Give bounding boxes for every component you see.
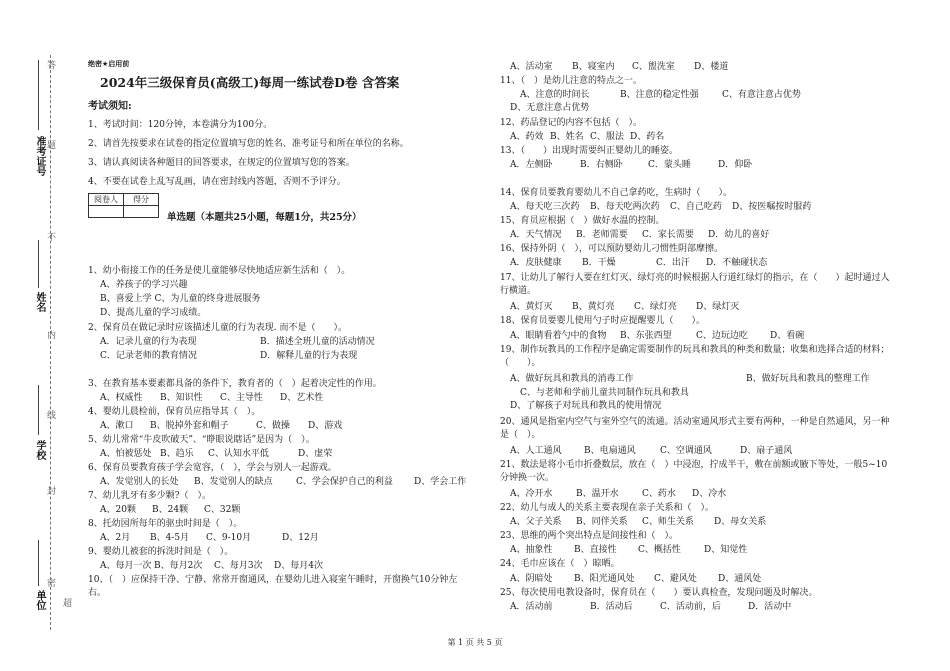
question-24: 24、毛巾应该在（ ）晾晒。 bbox=[500, 559, 620, 569]
question-4-options bbox=[100, 418, 342, 431]
candidate-number-label: 准考证号 bbox=[34, 136, 45, 176]
option[interactable]: B、每天吃两次药 bbox=[590, 202, 660, 212]
option[interactable]: A、每天吃三次药 bbox=[510, 202, 580, 212]
question-4: 4、婴幼儿晨检前，保育员应指导其（ ）。 bbox=[88, 407, 261, 417]
notice-item: 4、不要在试卷上乱写乱画，请在密封线内答题，否则不予评分。 bbox=[88, 177, 346, 187]
option[interactable]: D．仰卧 bbox=[718, 160, 753, 170]
question-13-options bbox=[510, 157, 752, 170]
option[interactable]: A．记录儿童的行为表现 bbox=[100, 337, 197, 347]
option[interactable]: A、人工通风 bbox=[510, 446, 562, 456]
question-2: 2、保育员在做记录时应该描述儿童的行为表现. 而不是（ ）。 bbox=[88, 323, 347, 333]
option[interactable]: D、药名 bbox=[630, 132, 665, 142]
option[interactable]: A、漱口 bbox=[100, 421, 134, 431]
option[interactable]: B、阳光通风处 bbox=[574, 574, 635, 584]
option[interactable]: B、喜爱上学 C、为儿童的终身进展服务 bbox=[100, 294, 261, 304]
option[interactable]: C．记录老师的教育情况 bbox=[100, 351, 197, 361]
option[interactable]: C、有意注意占优势 bbox=[722, 90, 801, 100]
seal-mark: 密 bbox=[45, 578, 55, 587]
option[interactable]: D、绿灯灭 bbox=[696, 302, 740, 312]
option[interactable]: C．出汗 bbox=[656, 258, 690, 268]
question-14: 14、保育员要教育婴幼儿不自己拿药吃，生病时（ ）。 bbox=[500, 188, 732, 198]
question-5: 5、幼儿常常“牛皮吹破天”、“睁眼说瞎话”是因为（ ）。 bbox=[88, 435, 315, 445]
question-5-options bbox=[100, 446, 332, 459]
option[interactable]: A、药效 bbox=[510, 132, 544, 142]
question-25: 25、每次使用电教设备时，保育员在（ ）要认真检查，发现问题及时解决。 bbox=[500, 588, 818, 598]
option[interactable]: A、注意的时间长 bbox=[520, 90, 590, 100]
option[interactable]: B、电扇通风 bbox=[584, 446, 636, 456]
option[interactable]: C、与老师和学前儿童共同制作玩具和教具 bbox=[520, 388, 689, 398]
fill-line bbox=[38, 240, 39, 288]
option[interactable]: D、虚荣 bbox=[298, 449, 333, 459]
option[interactable]: A、抽象性 bbox=[510, 545, 553, 555]
option[interactable]: A、20颗 bbox=[100, 505, 136, 515]
option[interactable]: B、发觉别人的缺点 bbox=[194, 477, 273, 487]
option[interactable]: D、通风处 bbox=[718, 574, 762, 584]
option[interactable]: A、父子关系 bbox=[510, 517, 562, 527]
option[interactable]: A、黄灯灭 bbox=[510, 302, 553, 312]
option[interactable]: C、做操 bbox=[256, 421, 290, 431]
option[interactable]: B、脱掉外套和帽子 bbox=[150, 421, 229, 431]
seal-mark: 超 bbox=[61, 598, 71, 607]
question-1-options bbox=[100, 291, 260, 304]
option[interactable]: C、绿灯亮 bbox=[634, 302, 677, 312]
question-6: 6、保育员要教育孩子学会宽容，（ ），学会与别人一起游戏。 bbox=[88, 463, 337, 473]
option[interactable]: B、姓名 bbox=[550, 132, 584, 142]
question-21: 21、数法是将小毛巾折叠数层，放在（ ）中浸泡，拧成半干，敷在前额或腋下等处，一般5~10分钟换一次。 bbox=[500, 460, 888, 483]
option[interactable]: B、同伴关系 bbox=[576, 517, 628, 527]
seal-mark: 线 bbox=[45, 410, 55, 419]
option[interactable]: A．左侧卧 bbox=[510, 160, 553, 170]
option[interactable]: A、怕被惩处 bbox=[100, 449, 152, 459]
question-17: 17、让幼儿了解行人要在红灯灭、绿灯亮的时候根据人行道红绿灯的指示，在（ ）起时通过人行横道。 bbox=[500, 273, 890, 296]
option[interactable]: A．天气情况 bbox=[510, 230, 562, 240]
option[interactable]: B、每月2次 bbox=[154, 561, 203, 571]
page-title: 2024年三级保育员(高级工)每周一练试卷D卷 含答案 bbox=[100, 75, 400, 90]
reviewer-input-cell[interactable] bbox=[89, 206, 124, 218]
question-10-options bbox=[510, 59, 728, 72]
confidential-mark: 绝密★启用前 bbox=[88, 60, 130, 68]
question-7: 7、幼儿乳牙有多少颗?（ ）。 bbox=[88, 491, 212, 501]
section-title: 单选题（本题共25小题，每题1分，共25分） bbox=[167, 212, 362, 223]
option[interactable]: D、楼道 bbox=[694, 62, 729, 72]
option[interactable]: B、4-5月 bbox=[150, 533, 190, 543]
seal-mark: 封 bbox=[45, 486, 55, 495]
question-22: 22、幼儿与成人的关系主要表现在亲子关系和（ ）。 bbox=[500, 503, 714, 513]
option[interactable]: C、药水 bbox=[642, 489, 676, 499]
question-16-options bbox=[510, 255, 767, 268]
option[interactable]: C、概括性 bbox=[638, 545, 681, 555]
option[interactable]: B、知识性 bbox=[160, 393, 203, 403]
notice-heading: 考试须知: bbox=[88, 101, 132, 112]
seal-mark: 内 bbox=[45, 330, 55, 339]
name-label: 姓名 bbox=[34, 292, 45, 312]
question-21-options bbox=[510, 486, 726, 499]
option[interactable]: A、做好玩具和教具的消毒工作 bbox=[510, 374, 634, 384]
option[interactable]: C、认知水平低 bbox=[208, 449, 269, 459]
question-22-options bbox=[510, 514, 766, 527]
option[interactable]: D、知觉性 bbox=[704, 545, 748, 555]
fill-line bbox=[38, 60, 39, 130]
question-2-options bbox=[100, 348, 357, 361]
option[interactable]: C、空调通风 bbox=[660, 446, 712, 456]
option[interactable]: D．解释儿童的行为表现 bbox=[260, 351, 358, 361]
option[interactable]: D、每月4次 bbox=[274, 561, 323, 571]
option[interactable]: C、避风处 bbox=[654, 574, 697, 584]
question-3-options bbox=[100, 390, 323, 403]
question-1: 1、幼小衔接工作的任务是使儿童能够尽快地适应新生活和（ ）。 bbox=[88, 266, 351, 276]
option[interactable]: D、艺术性 bbox=[280, 393, 324, 403]
option[interactable]: B、做好玩具和教具的整理工作 bbox=[746, 374, 870, 384]
option[interactable]: A、每月一次 bbox=[100, 561, 152, 571]
option[interactable]: D、无意注意占优势 bbox=[510, 103, 590, 113]
question-8: 8、托幼园所每年的驱虫时间是（ ）。 bbox=[88, 519, 243, 529]
option[interactable]: D、扇子通风 bbox=[740, 446, 793, 456]
option[interactable]: B、趋乐 bbox=[160, 449, 194, 459]
option[interactable]: A、权威性 bbox=[100, 393, 143, 403]
option[interactable]: C．活动前，后 bbox=[660, 602, 721, 612]
option[interactable]: D、学会工作 bbox=[414, 477, 467, 487]
option[interactable]: D、看碗 bbox=[770, 331, 805, 341]
option[interactable]: D．活动中 bbox=[748, 602, 792, 612]
option[interactable]: B、直接性 bbox=[574, 545, 617, 555]
option[interactable]: B．活动后 bbox=[590, 602, 633, 612]
seal-mark: 答 bbox=[45, 60, 55, 69]
school-label: 学校 bbox=[34, 440, 45, 460]
fill-line bbox=[38, 385, 39, 435]
question-18: 18、保育员要婴儿使用勺子时应提醒婴儿（ ）。 bbox=[500, 316, 705, 326]
question-19-options bbox=[500, 385, 895, 411]
fill-line bbox=[38, 540, 39, 586]
option[interactable]: A、活动室 bbox=[510, 62, 553, 72]
option[interactable]: A、2月 bbox=[100, 533, 131, 543]
notice-item: 2、请首先按要求在试卷的指定位置填写您的姓名、准考证号和所在单位的名称。 bbox=[88, 139, 409, 149]
binding-margin bbox=[0, 0, 72, 671]
question-13: 13、（ ）出现时需要纠正婴幼儿的睡姿。 bbox=[500, 146, 678, 156]
question-15: 15、育员应根据（ ）做好水温的控制。 bbox=[500, 216, 665, 226]
option[interactable]: C、学会保护自己的利益 bbox=[296, 477, 393, 487]
option[interactable]: B、注意的稳定性强 bbox=[620, 90, 699, 100]
question-12-options bbox=[510, 129, 664, 142]
option[interactable]: D、冷水 bbox=[692, 489, 727, 499]
question-9-options bbox=[100, 558, 323, 571]
question-8-options bbox=[100, 530, 319, 543]
question-19: 19、制作玩教具的工作程序是确定需要制作的玩具和教具的种类和数量；收集和选择合适的材料；（ ）。 bbox=[500, 345, 890, 368]
question-23: 23、思维的两个突出特点是间接性和（ ）。 bbox=[500, 531, 678, 541]
option[interactable]: C、32颗 bbox=[204, 505, 241, 515]
option[interactable]: C、自己吃药 bbox=[670, 202, 722, 212]
question-23-options bbox=[510, 542, 747, 555]
option[interactable]: B、寝室内 bbox=[572, 62, 615, 72]
question-16: 16、保持外阴（ ），可以预防婴幼儿刁惯性阴部摩擦。 bbox=[500, 244, 723, 254]
option[interactable]: A、养孩子的学习兴趣 bbox=[100, 280, 188, 290]
option[interactable]: A、发觉别人的长处 bbox=[100, 477, 179, 487]
option[interactable]: D．幼儿的喜好 bbox=[708, 230, 770, 240]
option[interactable]: B．老师需要 bbox=[576, 230, 628, 240]
option[interactable]: B．干燥 bbox=[582, 258, 616, 268]
question-18-options bbox=[510, 328, 804, 341]
option[interactable]: D、了解孩子对玩具和教具的使用情况 bbox=[510, 401, 662, 411]
reviewer-cell: 阅卷人 bbox=[89, 194, 124, 206]
notice-item: 3、请认真阅读各种题目的回答要求，在规定的位置填写您的答案。 bbox=[88, 158, 355, 168]
question-24-options bbox=[510, 571, 761, 584]
option[interactable]: D．不触碰状态 bbox=[706, 258, 768, 268]
option[interactable]: C、每月3次 bbox=[214, 561, 263, 571]
question-2-options bbox=[100, 334, 375, 347]
option[interactable]: B、黄灯亮 bbox=[572, 302, 615, 312]
question-14-options bbox=[510, 199, 811, 212]
question-6-options bbox=[100, 474, 466, 487]
option[interactable]: D、按医嘱按时服药 bbox=[732, 202, 812, 212]
unit-label: 单位 bbox=[34, 590, 45, 610]
question-1-options bbox=[100, 305, 206, 318]
option[interactable]: C、主导性 bbox=[220, 393, 263, 403]
option[interactable]: C、盥洗室 bbox=[632, 62, 675, 72]
question-11: 11、（ ）是幼儿注意的特点之一。 bbox=[500, 76, 642, 86]
option[interactable]: C．蒙头睡 bbox=[648, 160, 691, 170]
option[interactable]: A．活动前 bbox=[510, 602, 553, 612]
option[interactable]: D、游戏 bbox=[308, 421, 343, 431]
score-table bbox=[88, 193, 159, 218]
question-25-options bbox=[510, 599, 791, 612]
option[interactable]: C、服法 bbox=[590, 132, 624, 142]
question-12: 12、药品登记的内容不包括（ ）。 bbox=[500, 118, 642, 128]
option[interactable]: C．家长需要 bbox=[642, 230, 694, 240]
option[interactable]: C、边玩边吃 bbox=[696, 331, 748, 341]
option[interactable]: B．描述全班儿童的活动情况 bbox=[260, 337, 375, 347]
question-20-options bbox=[510, 443, 792, 456]
page-footer: 第 1 页 共 5 页 bbox=[447, 638, 503, 647]
question-17-options bbox=[510, 299, 739, 312]
option[interactable]: A．皮肤健康 bbox=[510, 258, 562, 268]
question-3: 3、在教育基本要素都具备的条件下，教育者的（ ）起着决定性的作用。 bbox=[88, 379, 382, 389]
option[interactable]: B．右侧卧 bbox=[580, 160, 623, 170]
option[interactable]: B、东张西望 bbox=[620, 331, 672, 341]
question-20: 20、通风是指室内空气与室外空气的流通。活动室通风形式主要有两种，一种是自然通风，另一种是（ ）。 bbox=[500, 417, 890, 440]
option[interactable]: D、母女关系 bbox=[714, 517, 767, 527]
question-15-options bbox=[510, 227, 769, 240]
option[interactable]: D、12月 bbox=[282, 533, 319, 543]
question-19-options bbox=[510, 371, 870, 384]
question-9: 9、婴幼儿被套的拆洗时间是（ ）。 bbox=[88, 547, 234, 557]
seal-mark: 不 bbox=[45, 232, 55, 241]
option[interactable]: A、眼睛看着勺中的食物 bbox=[510, 331, 607, 341]
question-11-options bbox=[500, 87, 895, 113]
option[interactable]: B、温开水 bbox=[576, 489, 619, 499]
option[interactable]: A、阴暗处 bbox=[510, 574, 553, 584]
question-7-options bbox=[100, 502, 240, 515]
question-1-options bbox=[100, 277, 188, 290]
option[interactable]: D、提高儿童的学习成绩。 bbox=[100, 308, 207, 318]
notice-item: 1、考试时间：120分钟，本卷满分为100分。 bbox=[88, 120, 273, 130]
option[interactable]: C、师生关系 bbox=[642, 517, 694, 527]
score-cell: 得分 bbox=[124, 194, 159, 206]
option[interactable]: C、9-10月 bbox=[206, 533, 252, 543]
option[interactable]: B、24颗 bbox=[152, 505, 189, 515]
seal-mark: 题 bbox=[45, 140, 55, 149]
question-10: 10、（ ）应保持干净、宁静、常常开窗通风，在婴幼儿进入寝室午睡时，开窗换气10分钟左右。 bbox=[88, 575, 458, 598]
score-input-cell[interactable] bbox=[124, 206, 159, 218]
option[interactable]: A、冷开水 bbox=[510, 489, 553, 499]
